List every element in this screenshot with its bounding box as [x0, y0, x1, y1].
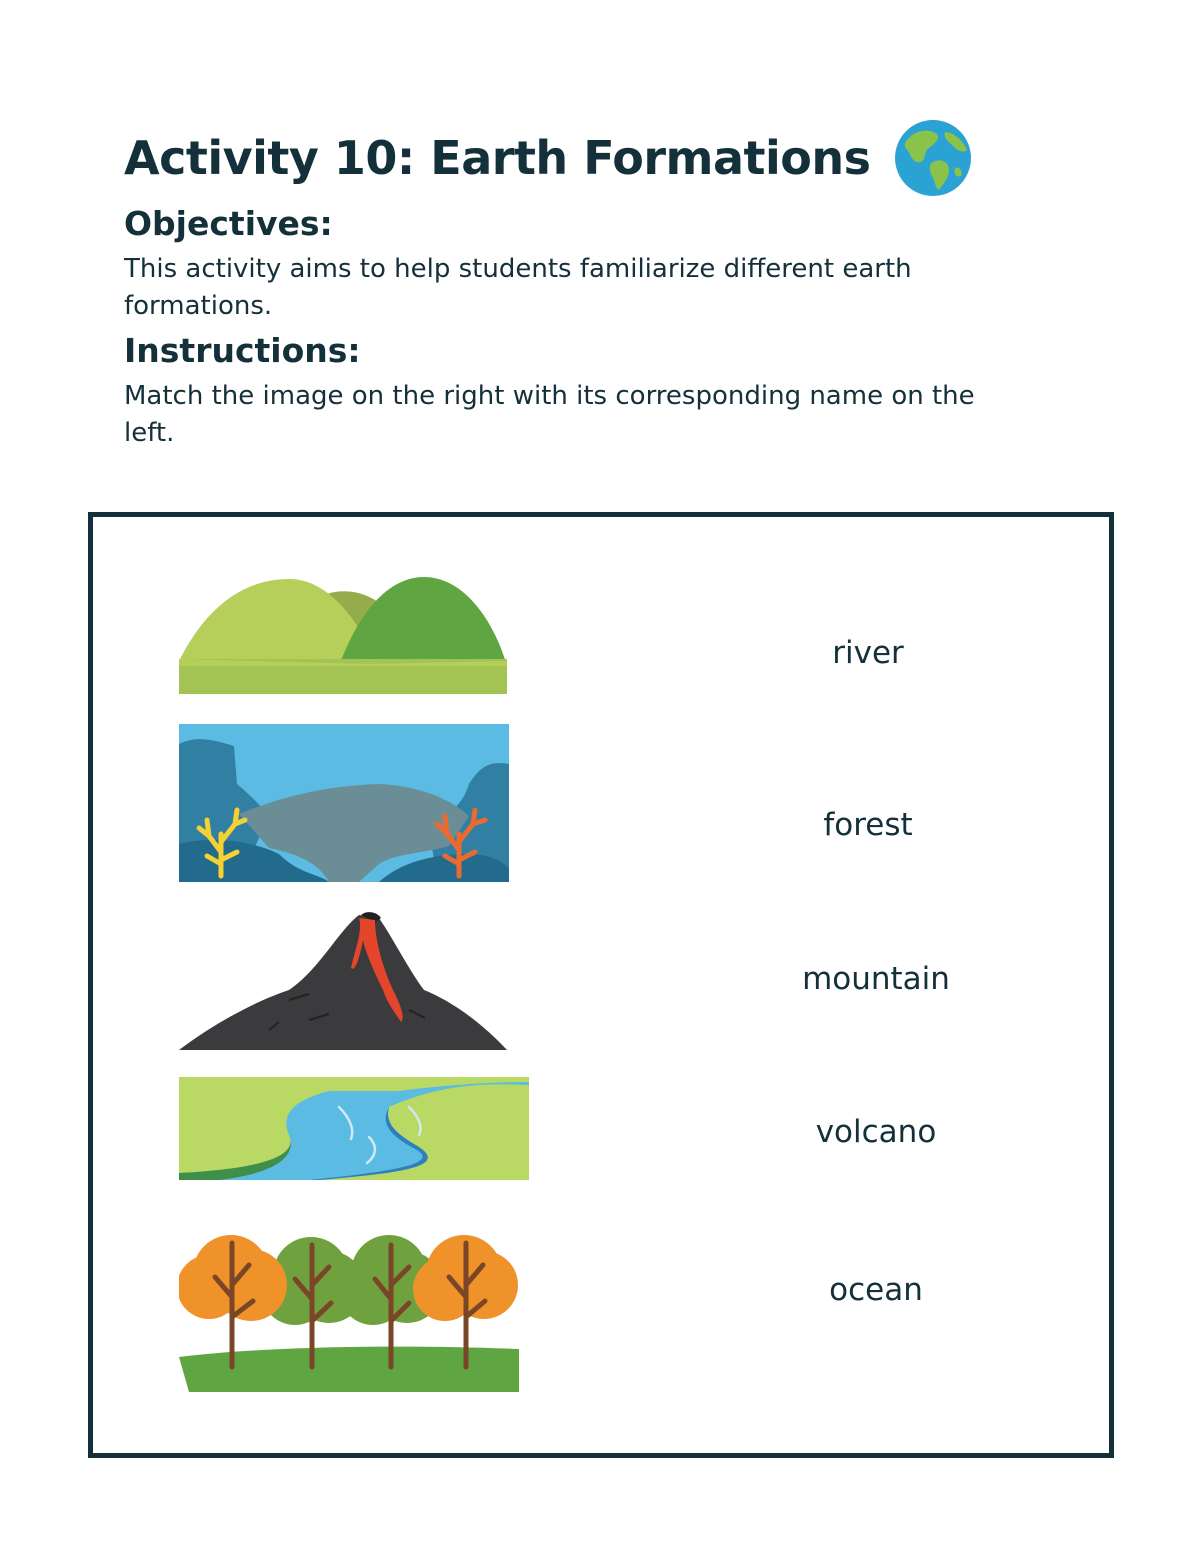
matching-box — [88, 512, 1114, 1458]
word-forest[interactable]: forest — [823, 807, 913, 843]
globe-icon — [893, 118, 973, 198]
word-ocean[interactable]: ocean — [829, 1272, 923, 1308]
title-row — [124, 118, 1024, 198]
objectives-heading: Objectives: — [124, 204, 333, 243]
instructions-heading: Instructions: — [124, 331, 361, 370]
objectives-text: This activity aims to help students familiarize different earth formations. — [124, 254, 912, 321]
ocean-image[interactable] — [179, 724, 509, 882]
instructions-text: Match the image on the right with its corresponding name on the left. — [124, 381, 975, 448]
worksheet-header — [124, 118, 1024, 458]
hills-image[interactable] — [179, 571, 509, 696]
volcano-image[interactable] — [179, 910, 509, 1050]
word-river[interactable]: river — [832, 635, 904, 671]
forest-image[interactable] — [179, 1217, 529, 1395]
page-title: Activity 10: Earth Formations — [124, 131, 871, 185]
word-mountain[interactable]: mountain — [802, 961, 950, 997]
word-volcano[interactable]: volcano — [815, 1114, 937, 1150]
river-image[interactable] — [179, 1077, 529, 1180]
